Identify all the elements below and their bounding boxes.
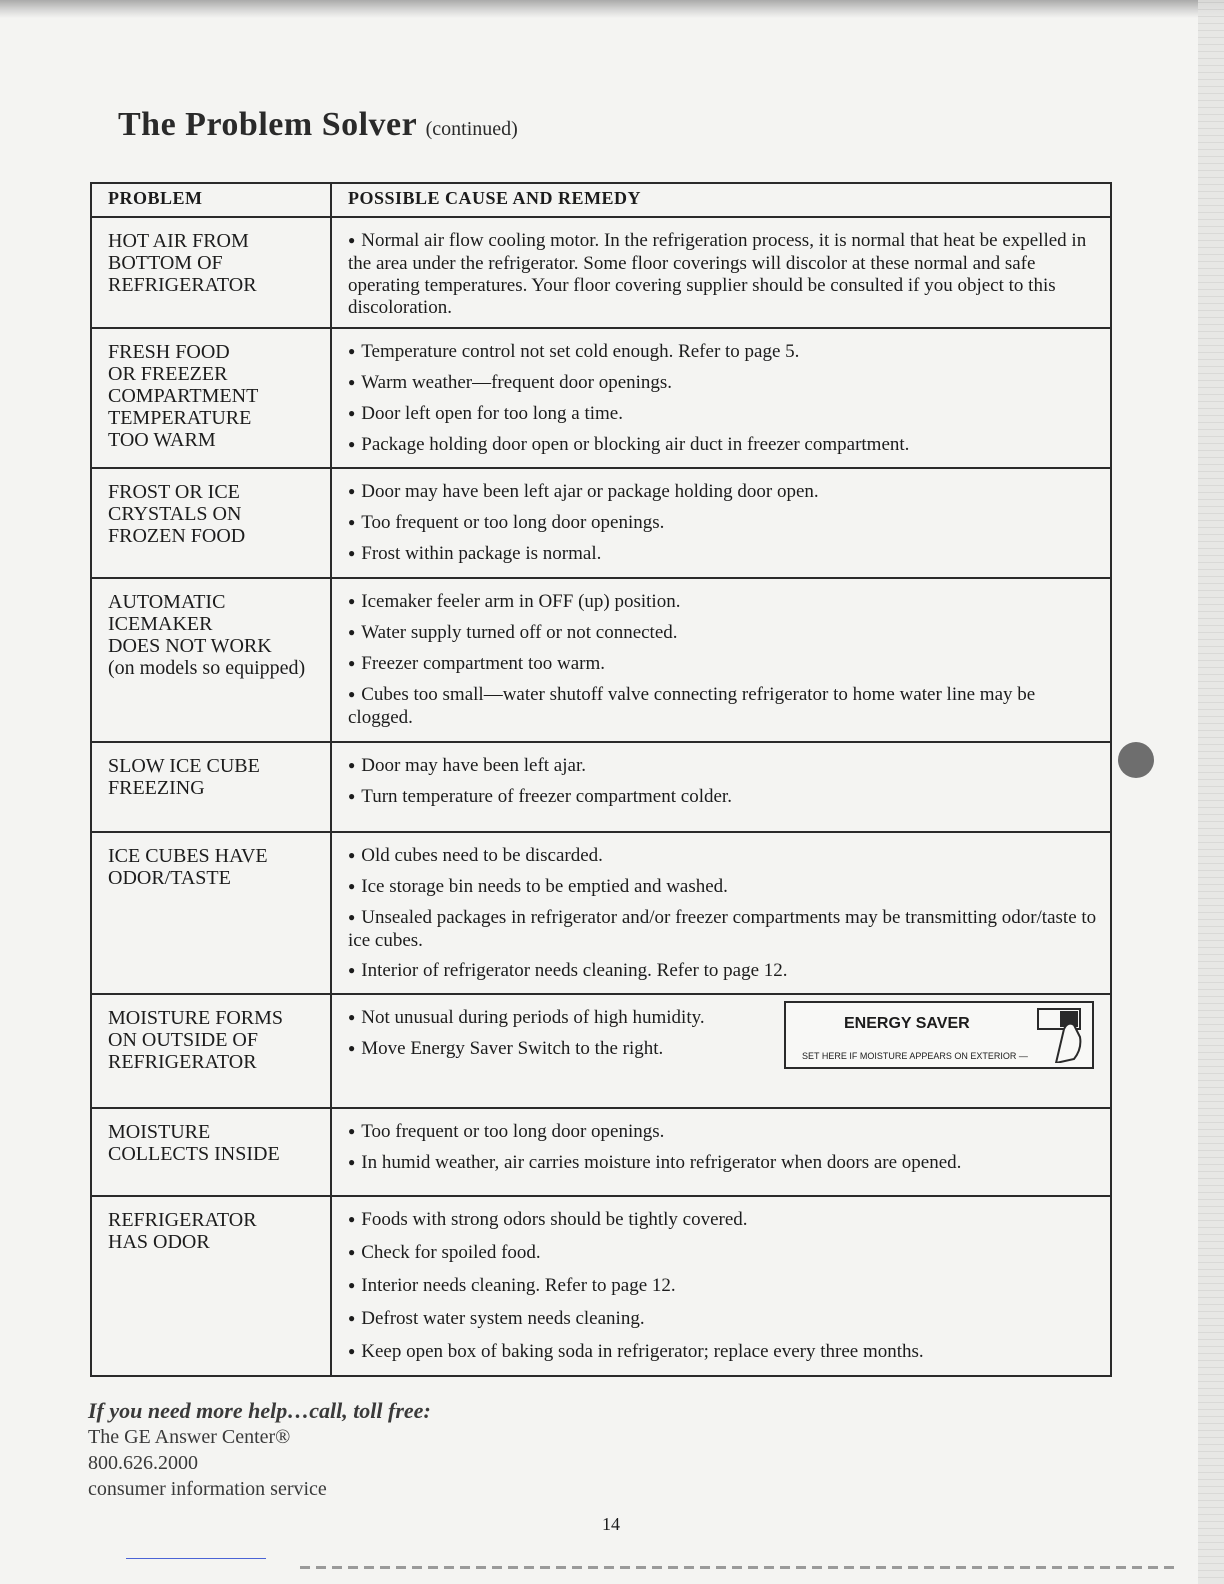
problem-solver-table	[90, 182, 1112, 1377]
service-line: consumer information service	[88, 1478, 327, 1500]
problem-cell	[91, 578, 331, 742]
problem-line: FRESH FOOD	[108, 341, 230, 363]
blue-rule	[126, 1558, 266, 1559]
remedy-item: ● Unsealed packages in refrigerator and/or freezer compartments may be transmitting odor/taste to ice cubes.	[348, 907, 1098, 952]
scan-edge-top	[0, 0, 1224, 18]
title-suffix: (continued)	[425, 118, 518, 140]
remedy-item: ● Icemaker feeler arm in OFF (up) position.	[348, 591, 1098, 614]
table-row	[91, 742, 1111, 832]
remedy-item: ● Check for spoiled food.	[348, 1242, 1098, 1265]
energy-saver-label	[784, 1001, 1094, 1069]
remedy-item: ● Too frequent or too long door openings.	[348, 512, 1098, 535]
remedy-item: ● Freezer compartment too warm.	[348, 653, 1098, 676]
problem-line: TEMPERATURE	[108, 407, 252, 429]
problem-line: SLOW ICE CUBE	[108, 755, 260, 777]
table-row	[91, 832, 1111, 994]
problem-line: REFRIGERATOR	[108, 1209, 257, 1231]
problem-cell	[91, 328, 331, 468]
problem-line: COLLECTS INSIDE	[108, 1143, 280, 1165]
problem-line: REFRIGERATOR	[108, 274, 257, 296]
problem-line: ON OUTSIDE OF	[108, 1029, 258, 1051]
remedy-cell	[331, 994, 1111, 1108]
energy-saver-title: ENERGY SAVER	[844, 1015, 970, 1032]
table-row	[91, 578, 1111, 742]
remedy-item: ● Too frequent or too long door openings.	[348, 1121, 1098, 1144]
energy-saver-subtitle: SET HERE IF MOISTURE APPEARS ON EXTERIOR —	[802, 1051, 1028, 1061]
problem-line: HOT AIR FROM	[108, 230, 249, 252]
switch-hand-icon	[1034, 1007, 1086, 1063]
table-header-row	[91, 183, 1111, 217]
remedy-cell	[331, 468, 1111, 578]
problem-line: MOISTURE	[108, 1121, 211, 1143]
problem-line: FROZEN FOOD	[108, 525, 246, 547]
problem-cell	[91, 217, 331, 328]
problem-line: AUTOMATIC	[108, 591, 226, 613]
remedy-item: ● Door left open for too long a time.	[348, 403, 1098, 426]
problem-line: BOTTOM OF	[108, 252, 223, 274]
header-problem: PROBLEM	[91, 183, 331, 217]
problem-line: CRYSTALS ON	[108, 503, 242, 525]
remedy-item: ● Foods with strong odors should be tightly covered.	[348, 1209, 1098, 1232]
remedy-cell	[331, 742, 1111, 832]
remedy-item: ● Frost within package is normal.	[348, 543, 1098, 566]
scan-edge-bottom	[300, 1566, 1180, 1569]
page-tab-marker	[1118, 742, 1154, 778]
problem-cell	[91, 1196, 331, 1376]
problem-line: FROST OR ICE	[108, 481, 240, 503]
table-row	[91, 994, 1111, 1108]
remedy-item: ● Package holding door open or blocking air duct in freezer compartment.	[348, 434, 1098, 457]
problem-line: FREEZING	[108, 777, 205, 799]
remedy-item: ● Normal air flow cooling motor. In the refrigeration process, it is normal that heat be expelled in the area under the refrigerator. Some floor coverings will discolor at these normal and safe operating temperatures. Your floor covering supplier should be consulted if you object to this discoloration.	[348, 230, 1098, 319]
remedy-item: ● Cubes too small—water shutoff valve connecting refrigerator to home water line may be clogged.	[348, 684, 1098, 729]
phone-number: 800.626.2000	[88, 1452, 198, 1474]
problem-cell	[91, 1108, 331, 1196]
problem-line: DOES NOT WORK	[108, 635, 272, 657]
remedy-cell	[331, 1196, 1111, 1376]
remedy-item: ● Not unusual during periods of high humidity.	[348, 1007, 1098, 1030]
table-row	[91, 1196, 1111, 1376]
remedy-item: ● Warm weather—frequent door openings.	[348, 372, 1098, 395]
title-text: The Problem Solver	[118, 106, 417, 143]
problem-line: OR FREEZER	[108, 363, 228, 385]
remedy-item: ● Keep open box of baking soda in refrigerator; replace every three months.	[348, 1341, 1098, 1364]
table-row	[91, 468, 1111, 578]
remedy-item: ● Ice storage bin needs to be emptied and washed.	[348, 876, 1098, 899]
problem-line: COMPARTMENT	[108, 385, 259, 407]
remedy-cell	[331, 1108, 1111, 1196]
remedy-cell	[331, 832, 1111, 994]
problem-line: HAS ODOR	[108, 1231, 210, 1253]
remedy-item: ● Door may have been left ajar or package holding door open.	[348, 481, 1098, 504]
problem-line: ODOR/TASTE	[108, 867, 231, 889]
table-row	[91, 1108, 1111, 1196]
problem-cell	[91, 832, 331, 994]
problem-line: REFRIGERATOR	[108, 1051, 257, 1073]
remedy-item: ● Defrost water system needs cleaning.	[348, 1308, 1098, 1331]
remedy-item: ● Door may have been left ajar.	[348, 755, 1098, 778]
remedy-item: ● Move Energy Saver Switch to the right.	[348, 1038, 1098, 1061]
problem-line: (on models so equipped)	[108, 657, 306, 679]
problem-line: MOISTURE FORMS	[108, 1007, 284, 1029]
problem-line: ICEMAKER	[108, 613, 213, 635]
page-number: 14	[602, 1514, 620, 1534]
remedy-item: ● In humid weather, air carries moisture into refrigerator when doors are opened.	[348, 1152, 1098, 1175]
problem-cell	[91, 468, 331, 578]
remedy-cell	[331, 328, 1111, 468]
problem-cell	[91, 742, 331, 832]
remedy-item: ● Interior needs cleaning. Refer to page 12.	[348, 1275, 1098, 1298]
table-row	[91, 328, 1111, 468]
help-footer	[88, 1398, 431, 1502]
page-title	[118, 106, 518, 144]
table-row	[91, 217, 1111, 328]
remedy-cell	[331, 217, 1111, 328]
remedy-item: ● Interior of refrigerator needs cleaning. Refer to page 12.	[348, 960, 1098, 983]
answer-center: The GE Answer Center®	[88, 1426, 291, 1448]
remedy-item: ● Temperature control not set cold enough. Refer to page 5.	[348, 341, 1098, 364]
remedy-item: ● Water supply turned off or not connected.	[348, 622, 1098, 645]
remedy-cell	[331, 578, 1111, 742]
help-heading: If you need more help…call, toll free:	[88, 1398, 431, 1423]
scan-edge-right	[1198, 0, 1224, 1584]
header-remedy: POSSIBLE CAUSE AND REMEDY	[331, 183, 1111, 217]
problem-cell	[91, 994, 331, 1108]
problem-line: TOO WARM	[108, 429, 216, 451]
remedy-item: ● Old cubes need to be discarded.	[348, 845, 1098, 868]
remedy-item: ● Turn temperature of freezer compartment colder.	[348, 786, 1098, 809]
problem-line: ICE CUBES HAVE	[108, 845, 268, 867]
